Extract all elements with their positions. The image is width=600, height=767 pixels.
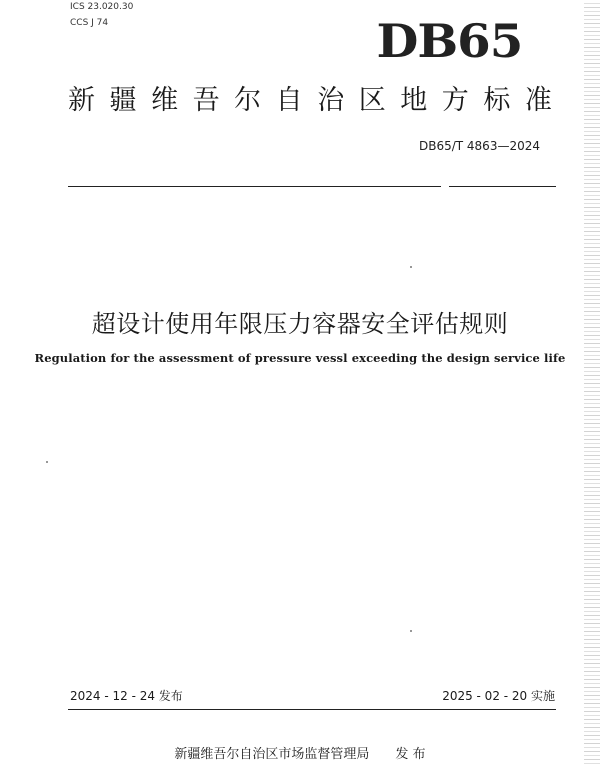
- authority-char: 吾: [192, 85, 220, 116]
- implementation-date: 2025 - 02 - 20 实施: [442, 689, 555, 703]
- issuing-body: 新疆维吾尔自治区市场监督管理局 发 布: [174, 747, 426, 762]
- authority-char: 尔: [234, 85, 262, 116]
- db65-logo: DB65: [376, 14, 523, 68]
- authority-char: 新: [68, 85, 95, 116]
- scan-edge-noise: [584, 0, 600, 767]
- standard-number: DB65/T 4863—2024: [418, 139, 540, 153]
- divider-gap: [441, 184, 449, 189]
- ccs-code: CCS J 74: [70, 18, 109, 28]
- authority-char: 自: [275, 85, 303, 116]
- release-date: 2024 - 12 - 24 发布: [70, 689, 183, 703]
- document-title-english: Regulation for the assessment of pressure vessl exceeding the design service life: [34, 351, 566, 365]
- authority-char: 方: [441, 85, 469, 116]
- authority-char: 区: [358, 85, 386, 116]
- ics-code: ICS 23.020.30: [70, 2, 134, 12]
- scan-speck: [410, 630, 412, 632]
- scan-speck: [46, 461, 48, 463]
- footer-divider: [68, 709, 556, 710]
- document-title-chinese: 超设计使用年限压力容器安全评估规则: [91, 310, 509, 338]
- scan-speck: [410, 266, 412, 268]
- issuing-authority: [68, 78, 552, 117]
- authority-char: 准: [524, 85, 552, 116]
- authority-char: 地: [400, 85, 428, 116]
- authority-char: 维: [151, 85, 179, 116]
- header-divider: [68, 186, 556, 187]
- authority-char: 标: [483, 85, 511, 116]
- authority-char: 治: [317, 85, 345, 116]
- authority-char: 疆: [109, 85, 137, 116]
